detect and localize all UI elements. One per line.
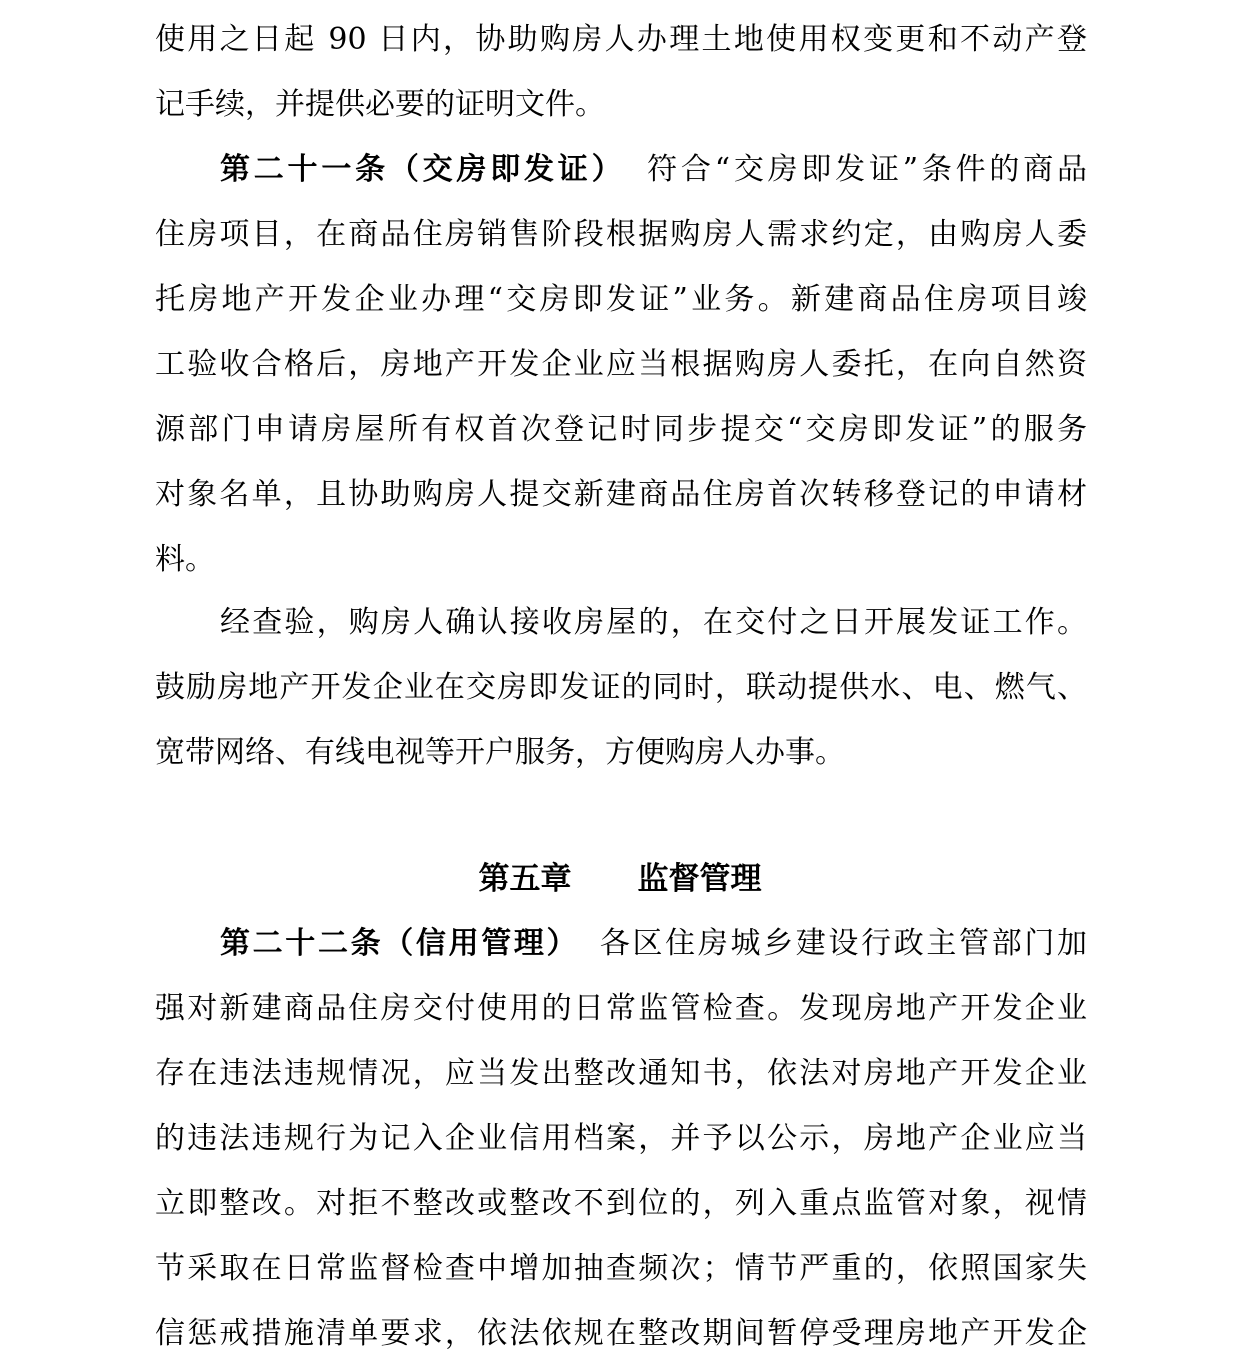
body-text-line: 源部门申请房屋所有权首次登记时同步提交“交房即发证”的服务 — [155, 412, 1087, 447]
body-text-line: 强对新建商品住房交付使用的日常监管检查。发现房地产开发企业 — [155, 991, 1087, 1026]
body-text-line: 对象名单，且协助购房人提交新建商品住房首次转移登记的申请材 — [155, 477, 1087, 512]
body-text-line: 立即整改。对拒不整改或整改不到位的，列入重点监管对象，视情 — [155, 1186, 1087, 1221]
article-21-first-line — [220, 150, 1087, 190]
body-text-line: 的违法违规行为记入企业信用档案，并予以公示，房地产企业应当 — [155, 1121, 1087, 1156]
body-text: 各区住房城乡建设行政主管部门加 — [597, 926, 1088, 961]
chapter-title: 监督管理 — [637, 861, 762, 897]
body-text-line: 托房地产开发企业办理“交房即发证”业务。新建商品住房项目竣 — [155, 282, 1087, 317]
article-21-heading: 第二十一条（交房即发证） — [220, 152, 626, 187]
body-text-line: 信惩戒措施清单要求，依法依规在整改期间暂停受理房地产开发企 — [155, 1316, 1087, 1351]
body-text-line: 节采取在日常监督检查中增加抽查频次；情节严重的，依照国家失 — [155, 1251, 1087, 1286]
body-text-line: 住房项目，在商品住房销售阶段根据购房人需求约定，由购房人委 — [155, 217, 1087, 252]
body-text-line: 料。 — [155, 542, 215, 577]
body-text: 符合“交房即发证”条件的商品 — [643, 152, 1087, 187]
body-text-line: 宽带网络、有线电视等开户服务，方便购房人办事。 — [155, 735, 845, 770]
chapter-number: 第五章 — [478, 861, 572, 897]
body-text-line: 鼓励房地产开发企业在交房即发证的同时，联动提供水、电、燃气、 — [155, 670, 1087, 705]
article-22-heading: 第二十二条（信用管理） — [220, 926, 580, 961]
body-text-line: 记手续，并提供必要的证明文件。 — [155, 87, 605, 122]
chapter-heading — [0, 859, 1240, 899]
body-text-line: 经查验，购房人确认接收房屋的，在交付之日开展发证工作。 — [220, 605, 1087, 640]
body-text-line: 工验收合格后，房地产开发企业应当根据购房人委托，在向自然资 — [155, 347, 1087, 382]
body-text-line: 使用之日起 90 日内，协助购房人办理土地使用权变更和不动产登 — [155, 22, 1087, 57]
article-22-first-line — [220, 924, 1087, 964]
body-text-line: 存在违法违规情况，应当发出整改通知书，依法对房地产开发企业 — [155, 1056, 1087, 1091]
